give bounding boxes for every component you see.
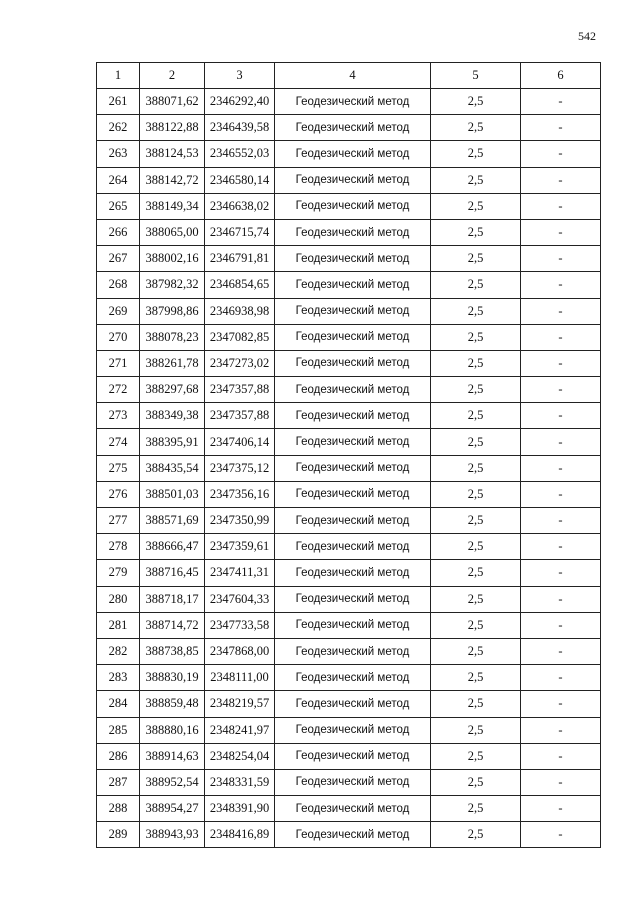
x-coordinate-cell: 388501,03 bbox=[140, 481, 205, 507]
x-coordinate-cell: 388078,23 bbox=[140, 324, 205, 350]
y-coordinate-cell: 2346715,74 bbox=[205, 219, 275, 245]
method-cell: Геодезический метод bbox=[275, 665, 431, 691]
point-number-cell: 283 bbox=[97, 665, 140, 691]
point-number-cell: 268 bbox=[97, 272, 140, 298]
x-coordinate-cell: 388571,69 bbox=[140, 508, 205, 534]
x-coordinate-cell: 388142,72 bbox=[140, 167, 205, 193]
table-row bbox=[97, 350, 601, 376]
note-cell: - bbox=[521, 167, 601, 193]
x-coordinate-cell: 387982,32 bbox=[140, 272, 205, 298]
y-coordinate-cell: 2347357,88 bbox=[205, 403, 275, 429]
table-row bbox=[97, 612, 601, 638]
note-cell: - bbox=[521, 769, 601, 795]
point-number-cell: 285 bbox=[97, 717, 140, 743]
note-cell: - bbox=[521, 141, 601, 167]
method-cell: Геодезический метод bbox=[275, 429, 431, 455]
y-coordinate-cell: 2347082,85 bbox=[205, 324, 275, 350]
note-cell: - bbox=[521, 481, 601, 507]
note-cell: - bbox=[521, 193, 601, 219]
method-cell: Геодезический метод bbox=[275, 89, 431, 115]
method-cell: Геодезический метод bbox=[275, 586, 431, 612]
x-coordinate-cell: 388395,91 bbox=[140, 429, 205, 455]
accuracy-cell: 2,5 bbox=[431, 508, 521, 534]
table-row bbox=[97, 141, 601, 167]
y-coordinate-cell: 2347406,14 bbox=[205, 429, 275, 455]
table-row bbox=[97, 508, 601, 534]
point-number-cell: 280 bbox=[97, 586, 140, 612]
note-cell: - bbox=[521, 403, 601, 429]
x-coordinate-cell: 388952,54 bbox=[140, 769, 205, 795]
note-cell: - bbox=[521, 691, 601, 717]
method-cell: Геодезический метод bbox=[275, 193, 431, 219]
method-cell: Геодезический метод bbox=[275, 141, 431, 167]
point-number-cell: 263 bbox=[97, 141, 140, 167]
x-coordinate-cell: 388718,17 bbox=[140, 586, 205, 612]
point-number-cell: 273 bbox=[97, 403, 140, 429]
point-number-cell: 269 bbox=[97, 298, 140, 324]
point-number-cell: 262 bbox=[97, 115, 140, 141]
method-cell: Геодезический метод bbox=[275, 612, 431, 638]
point-number-cell: 261 bbox=[97, 89, 140, 115]
y-coordinate-cell: 2347273,02 bbox=[205, 350, 275, 376]
table-body bbox=[97, 89, 601, 848]
accuracy-cell: 2,5 bbox=[431, 638, 521, 664]
point-number-cell: 284 bbox=[97, 691, 140, 717]
table-row bbox=[97, 769, 601, 795]
y-coordinate-cell: 2348241,97 bbox=[205, 717, 275, 743]
note-cell: - bbox=[521, 508, 601, 534]
accuracy-cell: 2,5 bbox=[431, 691, 521, 717]
accuracy-cell: 2,5 bbox=[431, 586, 521, 612]
y-coordinate-cell: 2346292,40 bbox=[205, 89, 275, 115]
note-cell: - bbox=[521, 89, 601, 115]
y-coordinate-cell: 2346938,98 bbox=[205, 298, 275, 324]
point-number-cell: 278 bbox=[97, 534, 140, 560]
accuracy-cell: 2,5 bbox=[431, 481, 521, 507]
method-cell: Геодезический метод bbox=[275, 455, 431, 481]
table-row bbox=[97, 586, 601, 612]
method-cell: Геодезический метод bbox=[275, 403, 431, 429]
y-coordinate-cell: 2347350,99 bbox=[205, 508, 275, 534]
note-cell: - bbox=[521, 377, 601, 403]
method-cell: Геодезический метод bbox=[275, 167, 431, 193]
note-cell: - bbox=[521, 246, 601, 272]
note-cell: - bbox=[521, 743, 601, 769]
method-cell: Геодезический метод bbox=[275, 560, 431, 586]
method-cell: Геодезический метод bbox=[275, 691, 431, 717]
table-row bbox=[97, 560, 601, 586]
accuracy-cell: 2,5 bbox=[431, 193, 521, 219]
x-coordinate-cell: 388122,88 bbox=[140, 115, 205, 141]
point-number-cell: 281 bbox=[97, 612, 140, 638]
method-cell: Геодезический метод bbox=[275, 769, 431, 795]
method-cell: Геодезический метод bbox=[275, 377, 431, 403]
method-cell: Геодезический метод bbox=[275, 796, 431, 822]
method-cell: Геодезический метод bbox=[275, 717, 431, 743]
note-cell: - bbox=[521, 612, 601, 638]
y-coordinate-cell: 2347604,33 bbox=[205, 586, 275, 612]
column-header: 6 bbox=[521, 63, 601, 89]
accuracy-cell: 2,5 bbox=[431, 717, 521, 743]
note-cell: - bbox=[521, 298, 601, 324]
note-cell: - bbox=[521, 455, 601, 481]
y-coordinate-cell: 2348416,89 bbox=[205, 822, 275, 848]
x-coordinate-cell: 388954,27 bbox=[140, 796, 205, 822]
x-coordinate-cell: 387998,86 bbox=[140, 298, 205, 324]
note-cell: - bbox=[521, 324, 601, 350]
point-number-cell: 274 bbox=[97, 429, 140, 455]
point-number-cell: 288 bbox=[97, 796, 140, 822]
accuracy-cell: 2,5 bbox=[431, 219, 521, 245]
point-number-cell: 271 bbox=[97, 350, 140, 376]
table-row bbox=[97, 272, 601, 298]
note-cell: - bbox=[521, 717, 601, 743]
page-number: 542 bbox=[578, 29, 596, 43]
method-cell: Геодезический метод bbox=[275, 534, 431, 560]
x-coordinate-cell: 388716,45 bbox=[140, 560, 205, 586]
method-cell: Геодезический метод bbox=[275, 115, 431, 141]
method-cell: Геодезический метод bbox=[275, 822, 431, 848]
point-number-cell: 267 bbox=[97, 246, 140, 272]
table-row bbox=[97, 193, 601, 219]
table-row bbox=[97, 219, 601, 245]
x-coordinate-cell: 388714,72 bbox=[140, 612, 205, 638]
table-row bbox=[97, 743, 601, 769]
point-number-cell: 275 bbox=[97, 455, 140, 481]
point-number-cell: 266 bbox=[97, 219, 140, 245]
accuracy-cell: 2,5 bbox=[431, 665, 521, 691]
note-cell: - bbox=[521, 638, 601, 664]
method-cell: Геодезический метод bbox=[275, 272, 431, 298]
column-header: 2 bbox=[140, 63, 205, 89]
x-coordinate-cell: 388149,34 bbox=[140, 193, 205, 219]
table-row bbox=[97, 691, 601, 717]
note-cell: - bbox=[521, 115, 601, 141]
point-number-cell: 282 bbox=[97, 638, 140, 664]
y-coordinate-cell: 2347375,12 bbox=[205, 455, 275, 481]
point-number-cell: 264 bbox=[97, 167, 140, 193]
note-cell: - bbox=[521, 822, 601, 848]
x-coordinate-cell: 388943,93 bbox=[140, 822, 205, 848]
x-coordinate-cell: 388002,16 bbox=[140, 246, 205, 272]
x-coordinate-cell: 388435,54 bbox=[140, 455, 205, 481]
column-header: 5 bbox=[431, 63, 521, 89]
table-row bbox=[97, 455, 601, 481]
y-coordinate-cell: 2347411,31 bbox=[205, 560, 275, 586]
y-coordinate-cell: 2347733,58 bbox=[205, 612, 275, 638]
note-cell: - bbox=[521, 219, 601, 245]
method-cell: Геодезический метод bbox=[275, 508, 431, 534]
table-row bbox=[97, 115, 601, 141]
accuracy-cell: 2,5 bbox=[431, 455, 521, 481]
accuracy-cell: 2,5 bbox=[431, 115, 521, 141]
table-row bbox=[97, 89, 601, 115]
table-row bbox=[97, 246, 601, 272]
accuracy-cell: 2,5 bbox=[431, 534, 521, 560]
x-coordinate-cell: 388914,63 bbox=[140, 743, 205, 769]
y-coordinate-cell: 2346552,03 bbox=[205, 141, 275, 167]
point-number-cell: 289 bbox=[97, 822, 140, 848]
method-cell: Геодезический метод bbox=[275, 743, 431, 769]
table-row bbox=[97, 638, 601, 664]
method-cell: Геодезический метод bbox=[275, 350, 431, 376]
table-row bbox=[97, 717, 601, 743]
accuracy-cell: 2,5 bbox=[431, 246, 521, 272]
method-cell: Геодезический метод bbox=[275, 324, 431, 350]
note-cell: - bbox=[521, 350, 601, 376]
point-number-cell: 276 bbox=[97, 481, 140, 507]
y-coordinate-cell: 2346854,65 bbox=[205, 272, 275, 298]
x-coordinate-cell: 388738,85 bbox=[140, 638, 205, 664]
accuracy-cell: 2,5 bbox=[431, 612, 521, 638]
x-coordinate-cell: 388071,62 bbox=[140, 89, 205, 115]
table-row bbox=[97, 167, 601, 193]
x-coordinate-cell: 388666,47 bbox=[140, 534, 205, 560]
accuracy-cell: 2,5 bbox=[431, 350, 521, 376]
accuracy-cell: 2,5 bbox=[431, 560, 521, 586]
table-row bbox=[97, 665, 601, 691]
note-cell: - bbox=[521, 665, 601, 691]
point-number-cell: 270 bbox=[97, 324, 140, 350]
y-coordinate-cell: 2348254,04 bbox=[205, 743, 275, 769]
accuracy-cell: 2,5 bbox=[431, 429, 521, 455]
table-row bbox=[97, 298, 601, 324]
accuracy-cell: 2,5 bbox=[431, 822, 521, 848]
table-header-row bbox=[97, 63, 601, 89]
coordinates-table bbox=[96, 62, 601, 848]
note-cell: - bbox=[521, 429, 601, 455]
note-cell: - bbox=[521, 586, 601, 612]
point-number-cell: 279 bbox=[97, 560, 140, 586]
y-coordinate-cell: 2347357,88 bbox=[205, 377, 275, 403]
y-coordinate-cell: 2348331,59 bbox=[205, 769, 275, 795]
point-number-cell: 287 bbox=[97, 769, 140, 795]
method-cell: Геодезический метод bbox=[275, 481, 431, 507]
table-row bbox=[97, 822, 601, 848]
point-number-cell: 286 bbox=[97, 743, 140, 769]
table-row bbox=[97, 403, 601, 429]
table-row bbox=[97, 796, 601, 822]
x-coordinate-cell: 388124,53 bbox=[140, 141, 205, 167]
table-row bbox=[97, 481, 601, 507]
x-coordinate-cell: 388349,38 bbox=[140, 403, 205, 429]
x-coordinate-cell: 388830,19 bbox=[140, 665, 205, 691]
note-cell: - bbox=[521, 560, 601, 586]
method-cell: Геодезический метод bbox=[275, 298, 431, 324]
column-header: 3 bbox=[205, 63, 275, 89]
accuracy-cell: 2,5 bbox=[431, 377, 521, 403]
method-cell: Геодезический метод bbox=[275, 246, 431, 272]
y-coordinate-cell: 2346638,02 bbox=[205, 193, 275, 219]
y-coordinate-cell: 2346580,14 bbox=[205, 167, 275, 193]
accuracy-cell: 2,5 bbox=[431, 403, 521, 429]
accuracy-cell: 2,5 bbox=[431, 167, 521, 193]
note-cell: - bbox=[521, 796, 601, 822]
column-header: 4 bbox=[275, 63, 431, 89]
y-coordinate-cell: 2346791,81 bbox=[205, 246, 275, 272]
column-header: 1 bbox=[97, 63, 140, 89]
y-coordinate-cell: 2347356,16 bbox=[205, 481, 275, 507]
accuracy-cell: 2,5 bbox=[431, 272, 521, 298]
y-coordinate-cell: 2347359,61 bbox=[205, 534, 275, 560]
y-coordinate-cell: 2348111,00 bbox=[205, 665, 275, 691]
point-number-cell: 272 bbox=[97, 377, 140, 403]
y-coordinate-cell: 2347868,00 bbox=[205, 638, 275, 664]
table-row bbox=[97, 324, 601, 350]
table-row bbox=[97, 377, 601, 403]
x-coordinate-cell: 388297,68 bbox=[140, 377, 205, 403]
point-number-cell: 265 bbox=[97, 193, 140, 219]
x-coordinate-cell: 388065,00 bbox=[140, 219, 205, 245]
point-number-cell: 277 bbox=[97, 508, 140, 534]
y-coordinate-cell: 2346439,58 bbox=[205, 115, 275, 141]
x-coordinate-cell: 388261,78 bbox=[140, 350, 205, 376]
method-cell: Геодезический метод bbox=[275, 638, 431, 664]
accuracy-cell: 2,5 bbox=[431, 324, 521, 350]
table-row bbox=[97, 534, 601, 560]
accuracy-cell: 2,5 bbox=[431, 298, 521, 324]
y-coordinate-cell: 2348219,57 bbox=[205, 691, 275, 717]
accuracy-cell: 2,5 bbox=[431, 743, 521, 769]
accuracy-cell: 2,5 bbox=[431, 796, 521, 822]
x-coordinate-cell: 388859,48 bbox=[140, 691, 205, 717]
y-coordinate-cell: 2348391,90 bbox=[205, 796, 275, 822]
x-coordinate-cell: 388880,16 bbox=[140, 717, 205, 743]
note-cell: - bbox=[521, 534, 601, 560]
method-cell: Геодезический метод bbox=[275, 219, 431, 245]
accuracy-cell: 2,5 bbox=[431, 89, 521, 115]
accuracy-cell: 2,5 bbox=[431, 769, 521, 795]
table-row bbox=[97, 429, 601, 455]
note-cell: - bbox=[521, 272, 601, 298]
accuracy-cell: 2,5 bbox=[431, 141, 521, 167]
